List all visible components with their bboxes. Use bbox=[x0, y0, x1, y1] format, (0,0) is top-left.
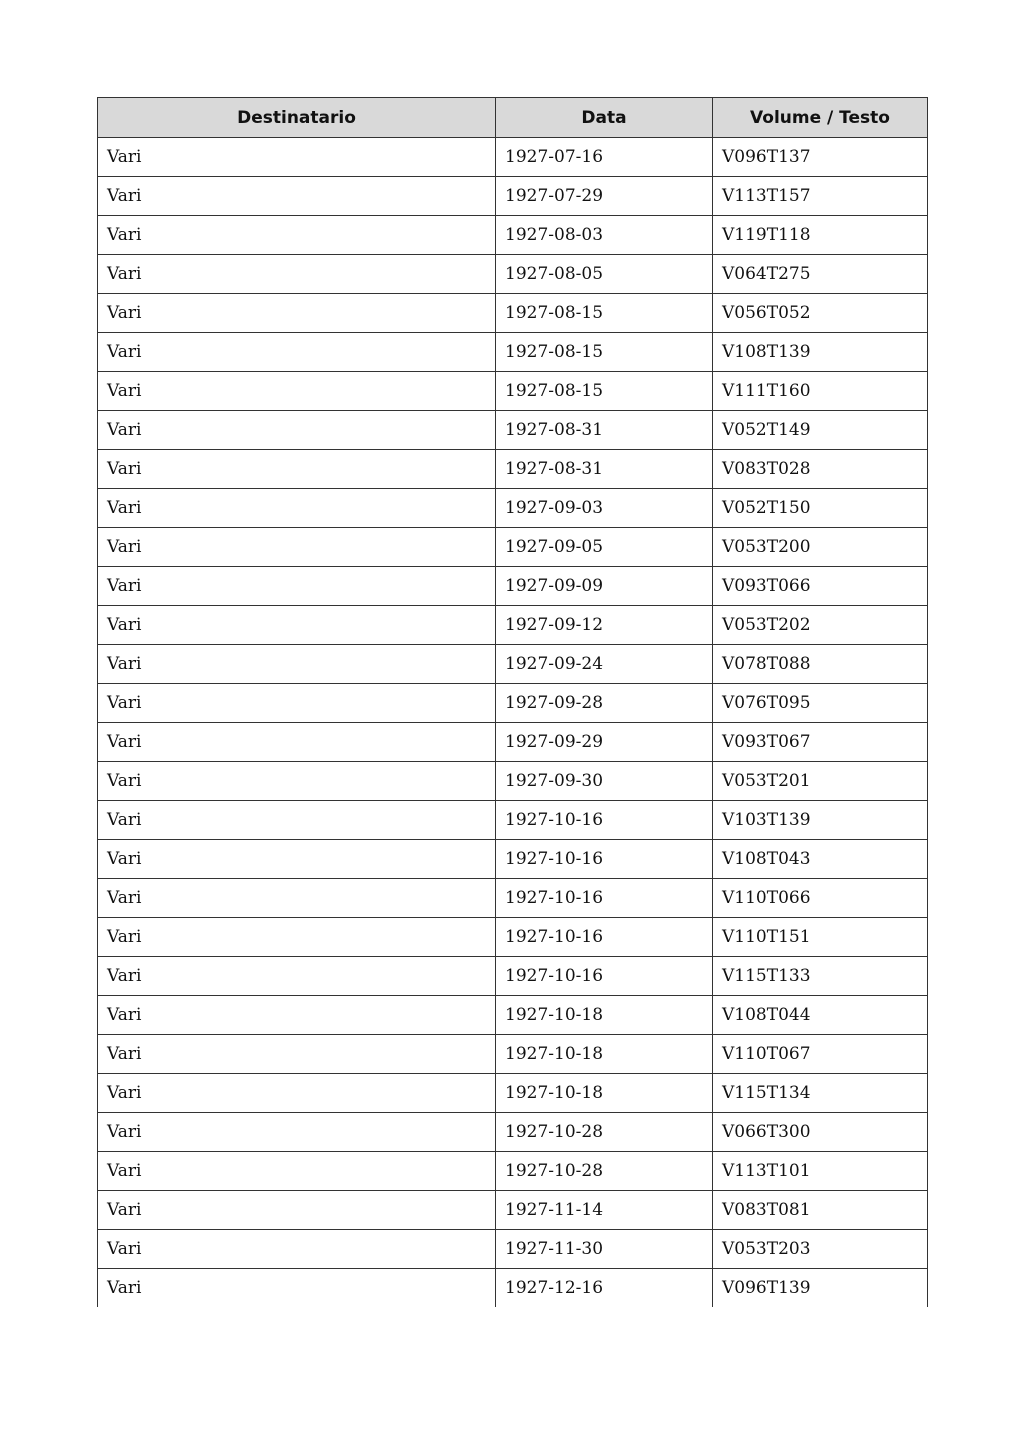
cell-volume-testo: V111T160 bbox=[713, 372, 928, 411]
cell-data: 1927-09-12 bbox=[496, 606, 713, 645]
cell-data: 1927-08-15 bbox=[496, 372, 713, 411]
cell-volume-testo: V113T101 bbox=[713, 1152, 928, 1191]
table-row bbox=[98, 1152, 928, 1191]
cell-data: 1927-09-28 bbox=[496, 684, 713, 723]
cell-volume-testo: V108T043 bbox=[713, 840, 928, 879]
cell-destinatario: Vari bbox=[98, 957, 496, 996]
table-row bbox=[98, 1269, 928, 1308]
cell-destinatario: Vari bbox=[98, 177, 496, 216]
cell-volume-testo: V096T139 bbox=[713, 1269, 928, 1308]
table-row bbox=[98, 411, 928, 450]
cell-volume-testo: V083T028 bbox=[713, 450, 928, 489]
cell-destinatario: Vari bbox=[98, 918, 496, 957]
cell-data: 1927-10-28 bbox=[496, 1113, 713, 1152]
cell-data: 1927-08-03 bbox=[496, 216, 713, 255]
cell-volume-testo: V064T275 bbox=[713, 255, 928, 294]
cell-destinatario: Vari bbox=[98, 1035, 496, 1074]
cell-volume-testo: V053T202 bbox=[713, 606, 928, 645]
column-header-volume-testo: Volume / Testo bbox=[713, 98, 928, 138]
table-row bbox=[98, 528, 928, 567]
table-row bbox=[98, 216, 928, 255]
table-row bbox=[98, 177, 928, 216]
cell-destinatario: Vari bbox=[98, 450, 496, 489]
cell-destinatario: Vari bbox=[98, 489, 496, 528]
cell-destinatario: Vari bbox=[98, 138, 496, 177]
cell-destinatario: Vari bbox=[98, 333, 496, 372]
cell-data: 1927-12-16 bbox=[496, 1269, 713, 1308]
table-row bbox=[98, 1074, 928, 1113]
table-header bbox=[98, 98, 928, 138]
cell-volume-testo: V115T134 bbox=[713, 1074, 928, 1113]
cell-destinatario: Vari bbox=[98, 684, 496, 723]
cell-destinatario: Vari bbox=[98, 528, 496, 567]
cell-volume-testo: V119T118 bbox=[713, 216, 928, 255]
table-row bbox=[98, 645, 928, 684]
cell-data: 1927-07-29 bbox=[496, 177, 713, 216]
table-row bbox=[98, 255, 928, 294]
cell-volume-testo: V108T139 bbox=[713, 333, 928, 372]
cell-data: 1927-10-16 bbox=[496, 918, 713, 957]
cell-volume-testo: V078T088 bbox=[713, 645, 928, 684]
cell-data: 1927-10-16 bbox=[496, 879, 713, 918]
cell-destinatario: Vari bbox=[98, 840, 496, 879]
cell-volume-testo: V103T139 bbox=[713, 801, 928, 840]
cell-volume-testo: V053T203 bbox=[713, 1230, 928, 1269]
cell-data: 1927-10-16 bbox=[496, 840, 713, 879]
cell-volume-testo: V110T151 bbox=[713, 918, 928, 957]
cell-destinatario: Vari bbox=[98, 1269, 496, 1308]
cell-volume-testo: V115T133 bbox=[713, 957, 928, 996]
cell-destinatario: Vari bbox=[98, 255, 496, 294]
cell-data: 1927-08-31 bbox=[496, 450, 713, 489]
table-row bbox=[98, 372, 928, 411]
table-row bbox=[98, 801, 928, 840]
table-row bbox=[98, 918, 928, 957]
cell-data: 1927-10-18 bbox=[496, 1074, 713, 1113]
cell-destinatario: Vari bbox=[98, 1152, 496, 1191]
cell-destinatario: Vari bbox=[98, 1230, 496, 1269]
cell-data: 1927-11-14 bbox=[496, 1191, 713, 1230]
cell-data: 1927-10-28 bbox=[496, 1152, 713, 1191]
table-row bbox=[98, 840, 928, 879]
cell-volume-testo: V052T149 bbox=[713, 411, 928, 450]
cell-data: 1927-09-30 bbox=[496, 762, 713, 801]
cell-data: 1927-09-09 bbox=[496, 567, 713, 606]
cell-volume-testo: V096T137 bbox=[713, 138, 928, 177]
cell-destinatario: Vari bbox=[98, 645, 496, 684]
cell-volume-testo: V093T066 bbox=[713, 567, 928, 606]
table-row bbox=[98, 450, 928, 489]
cell-volume-testo: V076T095 bbox=[713, 684, 928, 723]
table-row bbox=[98, 333, 928, 372]
cell-volume-testo: V083T081 bbox=[713, 1191, 928, 1230]
cell-data: 1927-09-03 bbox=[496, 489, 713, 528]
cell-destinatario: Vari bbox=[98, 1074, 496, 1113]
table-row bbox=[98, 1191, 928, 1230]
table-row bbox=[98, 957, 928, 996]
table-row bbox=[98, 294, 928, 333]
table-row bbox=[98, 996, 928, 1035]
cell-destinatario: Vari bbox=[98, 606, 496, 645]
cell-destinatario: Vari bbox=[98, 762, 496, 801]
table-row bbox=[98, 879, 928, 918]
cell-destinatario: Vari bbox=[98, 723, 496, 762]
cell-data: 1927-09-24 bbox=[496, 645, 713, 684]
cell-volume-testo: V093T067 bbox=[713, 723, 928, 762]
cell-volume-testo: V053T201 bbox=[713, 762, 928, 801]
table-row bbox=[98, 1035, 928, 1074]
cell-volume-testo: V053T200 bbox=[713, 528, 928, 567]
cell-data: 1927-09-29 bbox=[496, 723, 713, 762]
cell-data: 1927-11-30 bbox=[496, 1230, 713, 1269]
cell-destinatario: Vari bbox=[98, 567, 496, 606]
cell-destinatario: Vari bbox=[98, 1191, 496, 1230]
cell-volume-testo: V110T067 bbox=[713, 1035, 928, 1074]
cell-volume-testo: V066T300 bbox=[713, 1113, 928, 1152]
cell-data: 1927-08-05 bbox=[496, 255, 713, 294]
cell-volume-testo: V056T052 bbox=[713, 294, 928, 333]
cell-volume-testo: V108T044 bbox=[713, 996, 928, 1035]
table-row bbox=[98, 606, 928, 645]
cell-data: 1927-10-16 bbox=[496, 801, 713, 840]
cell-destinatario: Vari bbox=[98, 879, 496, 918]
table-row bbox=[98, 684, 928, 723]
column-header-data: Data bbox=[496, 98, 713, 138]
table-row bbox=[98, 723, 928, 762]
cell-destinatario: Vari bbox=[98, 996, 496, 1035]
cell-data: 1927-08-15 bbox=[496, 333, 713, 372]
cell-data: 1927-08-15 bbox=[496, 294, 713, 333]
cell-volume-testo: V110T066 bbox=[713, 879, 928, 918]
table-row bbox=[98, 489, 928, 528]
cell-data: 1927-10-18 bbox=[496, 1035, 713, 1074]
cell-destinatario: Vari bbox=[98, 801, 496, 840]
cell-destinatario: Vari bbox=[98, 1113, 496, 1152]
column-header-destinatario: Destinatario bbox=[98, 98, 496, 138]
cell-destinatario: Vari bbox=[98, 216, 496, 255]
cell-data: 1927-10-18 bbox=[496, 996, 713, 1035]
header-row bbox=[98, 98, 928, 138]
table-row bbox=[98, 138, 928, 177]
table-row bbox=[98, 1113, 928, 1152]
records-table bbox=[97, 97, 928, 1307]
table-body bbox=[98, 138, 928, 1308]
cell-volume-testo: V052T150 bbox=[713, 489, 928, 528]
table-row bbox=[98, 567, 928, 606]
cell-destinatario: Vari bbox=[98, 411, 496, 450]
cell-data: 1927-10-16 bbox=[496, 957, 713, 996]
cell-data: 1927-07-16 bbox=[496, 138, 713, 177]
cell-data: 1927-09-05 bbox=[496, 528, 713, 567]
cell-volume-testo: V113T157 bbox=[713, 177, 928, 216]
cell-data: 1927-08-31 bbox=[496, 411, 713, 450]
cell-destinatario: Vari bbox=[98, 372, 496, 411]
table-row bbox=[98, 1230, 928, 1269]
cell-destinatario: Vari bbox=[98, 294, 496, 333]
table-row bbox=[98, 762, 928, 801]
